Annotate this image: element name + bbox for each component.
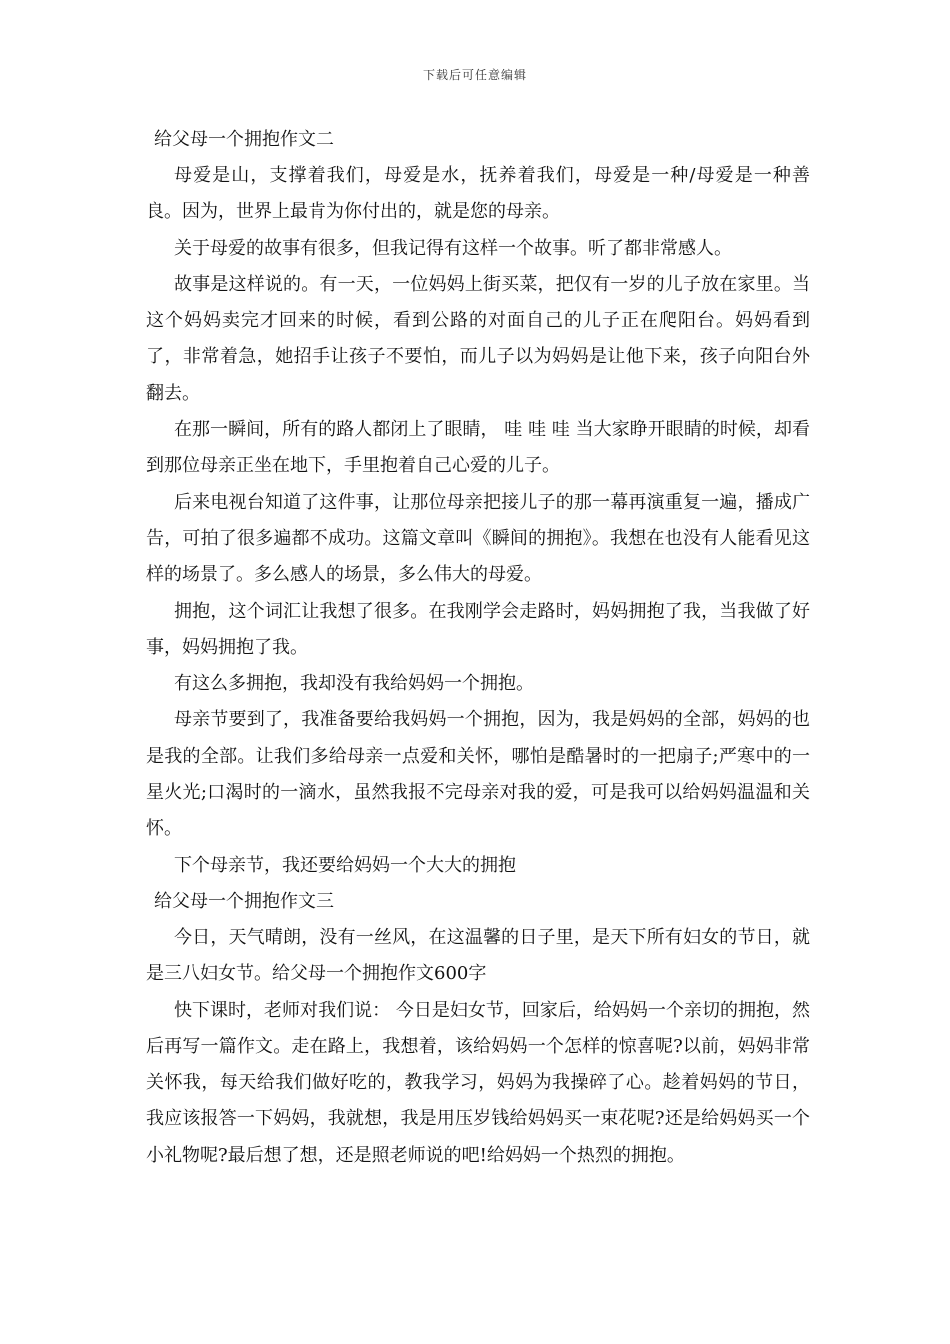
paragraph: 快下课时，老师对我们说： 今日是妇女节，回家后，给妈妈一个亲切的拥抱，然后再写一篇作文。走在路上，我想着，该给妈妈一个怎样的惊喜呢?以前，妈妈非常关怀我，每天给我们做好吃的，教我学习，妈妈为我操碎了心。趁着妈妈的节日，我应该报答一下妈妈，我就想，我是用压岁钱给妈妈买一束花呢?还是给妈妈买一个小礼物呢?最后想了想，还是照老师说的吧!给妈妈一个热烈的拥抱。 (146, 999, 810, 1166)
paragraph: 母亲节要到了，我准备要给我妈妈一个拥抱，因为，我是妈妈的全部，妈妈的也是我的全部。让我们多给母亲一点爱和关怀，哪怕是酷暑时的一把扇子;严寒中的一星火光;口渴时的一滴水，虽然我报不完母亲对我的爱，可是我可以给妈妈温温和关怀。 (146, 709, 810, 840)
paragraph: 拥抱，这个词汇让我想了很多。在我刚学会走路时，妈妈拥抱了我，当我做了好事，妈妈拥抱了我。 (146, 600, 810, 658)
paragraph: 今日，天气晴朗，没有一丝风，在这温馨的日子里，是天下所有妇女的节日，就是三八妇女节。给父母一个拥抱作文600字 (146, 926, 810, 985)
section-heading: 给父母一个拥抱作文二 (154, 129, 334, 150)
document-body (146, 122, 810, 1174)
paragraph: 下个母亲节，我还要给妈妈一个大大的拥抱 (174, 854, 516, 876)
paragraph: 后来电视台知道了这件事，让那位母亲把接儿子的那一幕再演重复一遍，播成广告，可拍了很多遍都不成功。这篇文章叫《瞬间的拥抱》。我想在也没有人能看见这样的场景了。多么感人的场景，多么伟大的母爱。 (146, 491, 810, 586)
paragraph: 在那一瞬间，所有的路人都闭上了眼睛， 哇 哇 哇 当大家睁开眼睛的时候，却看到那位母亲正坐在地下，手里抱着自己心爱的儿子。 (146, 419, 810, 477)
paragraph: 有这么多拥抱，我却没有我给妈妈一个拥抱。 (174, 673, 534, 695)
paragraph: 关于母爱的故事有很多，但我记得有这样一个故事。听了都非常感人。 (174, 237, 732, 259)
paragraph: 母爱是山，支撑着我们，母爱是水，抚养着我们，母爱是一种/母爱是一种善良。因为，世界上最肯为你付出的，就是您的母亲。 (146, 165, 810, 223)
paragraph: 故事是这样说的。有一天，一位妈妈上街买菜，把仅有一岁的儿子放在家里。当这个妈妈卖完才回来的时候，看到公路的对面自己的儿子正在爬阳台。妈妈看到了，非常着急，她招手让孩子不要怕，而儿子以为妈妈是让他下来，孩子向阳台外翻去。 (146, 273, 810, 404)
page-header: 下载后可任意编辑 (422, 68, 527, 82)
section-heading: 给父母一个拥抱作文三 (154, 890, 334, 912)
